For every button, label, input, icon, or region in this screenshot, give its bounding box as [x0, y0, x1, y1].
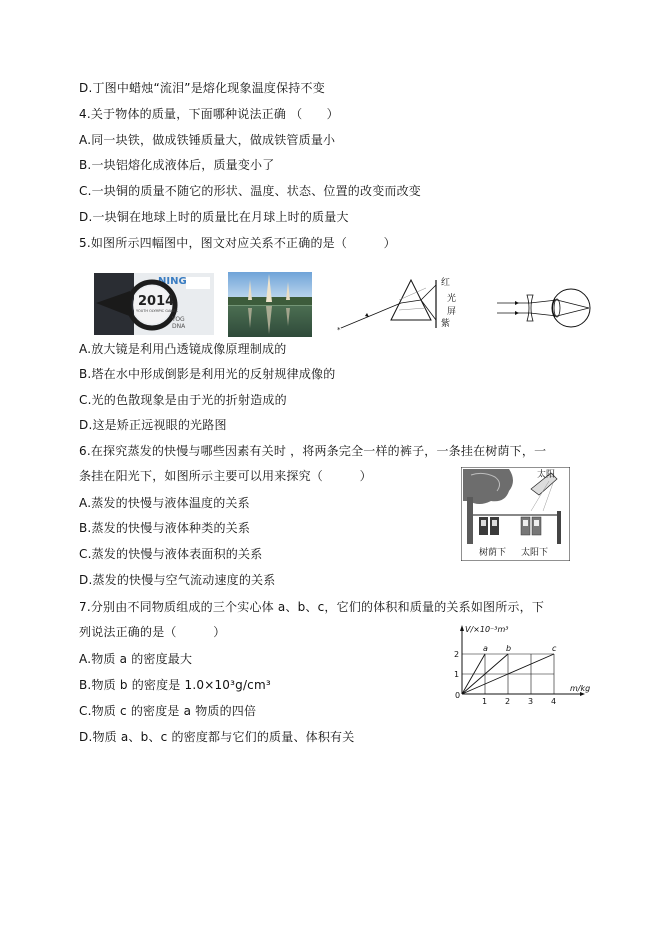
question-7-option-b: B.物质 b 的密度是 1.0×10³g/cm³ [79, 678, 271, 692]
svg-text:*: * [337, 326, 341, 334]
graph-series-label-a: a [483, 644, 488, 653]
fig6-sun-side-label: 太阳下 [521, 548, 549, 558]
question-7-option-c: C.物质 c 的密度是 a 物质的四倍 [79, 704, 257, 718]
question-7-option-a: A.物质 a 的密度最大 [79, 652, 193, 666]
question-4-stem: 4.关于物体的质量，下面哪种说法正确 （ ） [79, 107, 339, 121]
graph-y-label: V/×10⁻³m³ [465, 625, 509, 634]
photo-lens-text1: YOG [172, 316, 185, 323]
photo-top-text: NING [158, 276, 187, 287]
graph-tick-labels [454, 650, 556, 706]
photo-lens-text2: DNA [172, 323, 186, 330]
question-5-option-c: C.光的色散现象是由于光的折射造成的 [79, 393, 287, 407]
photo-sub-text: YOUTH OLYMPIC GAMES [136, 309, 178, 313]
question-7-option-d: D.物质 a、b、c 的密度都与它们的质量、体积有关 [79, 730, 355, 744]
question-6-option-d: D.蒸发的快慢与空气流动速度的关系 [79, 573, 276, 587]
graph-x-label: m/kg [570, 684, 590, 693]
text-line-1: D.丁图中蜡烛“流泪”是熔化现象温度保持不变 [79, 81, 325, 95]
question-6-option-b: B.蒸发的快慢与液体种类的关系 [79, 521, 251, 535]
question-6-option-c: C.蒸发的快慢与液体表面积的关系 [79, 547, 263, 561]
tower-reflection-photo [228, 272, 312, 337]
prism-label-red: 红 [441, 278, 451, 288]
graph-x-tick: 2 [505, 697, 511, 706]
question-6-stem-line2: 条挂在阳光下，如图所示主要可以用来探究（ ） [79, 469, 372, 483]
question-7-stem-line1: 7.分别由不同物质组成的三个实心体 a、b、c，它们的体积和质量的关系如图所示，下 [79, 600, 545, 614]
graph-x-tick: 3 [528, 697, 534, 706]
graph-origin-label: 0 [455, 691, 461, 700]
question-5-option-b: B.塔在水中形成倒影是利用光的反射规律成像的 [79, 367, 336, 381]
magnifier-photo [94, 273, 214, 335]
graph-y-tick: 1 [454, 670, 460, 679]
graph-x-tick: 4 [551, 697, 557, 706]
question-4-option-c: C.一块铜的质量不随它的形状、温度、状态、位置的改变而改变 [79, 184, 421, 198]
question-4-option-d: D.一块铜在地球上时的质量比在月球上时的质量大 [79, 210, 349, 224]
fig6-shade-label: 树荫下 [479, 548, 507, 558]
question-5-option-a: A.放大镜是利用凸透镜成像原理制成的 [79, 342, 287, 356]
prism-label-screen2: 屏 [447, 307, 457, 317]
evaporation-illustration [461, 467, 570, 561]
prism-dispersion-diagram [333, 276, 468, 338]
graph-x-tick: 1 [482, 697, 488, 706]
question-5-stem: 5.如图所示四幅图中，图文对应关系不正确的是（ ） [79, 236, 396, 250]
volume-mass-graph [440, 622, 590, 708]
graph-series-lines [462, 644, 557, 694]
question-4-option-b: B.一块铝熔化成液体后，质量变小了 [79, 158, 275, 172]
fig6-sun-label: 太阳 [537, 470, 556, 480]
graph-series-label-c: c [552, 644, 557, 653]
prism-label-screen1: 光 [447, 294, 457, 304]
eye-correction-diagram [495, 287, 595, 329]
question-6-option-a: A.蒸发的快慢与液体温度的关系 [79, 496, 250, 510]
graph-y-tick: 2 [454, 650, 460, 659]
question-6-stem-line1: 6.在探究蒸发的快慢与哪些因素有关时 ，将两条完全一样的裤子，一条挂在树荫下，一 [79, 444, 547, 458]
question-4-option-a: A.同一块铁，做成铁锤质量大，做成铁管质量小 [79, 133, 336, 147]
question-5-option-d: D.这是矫正远视眼的光路图 [79, 418, 227, 432]
graph-series-label-b: b [506, 644, 512, 653]
question-7-stem-line2: 列说法正确的是（ ） [79, 625, 226, 639]
prism-label-purple: 紫 [441, 319, 451, 329]
photo-year-text: 2014 [138, 294, 175, 309]
